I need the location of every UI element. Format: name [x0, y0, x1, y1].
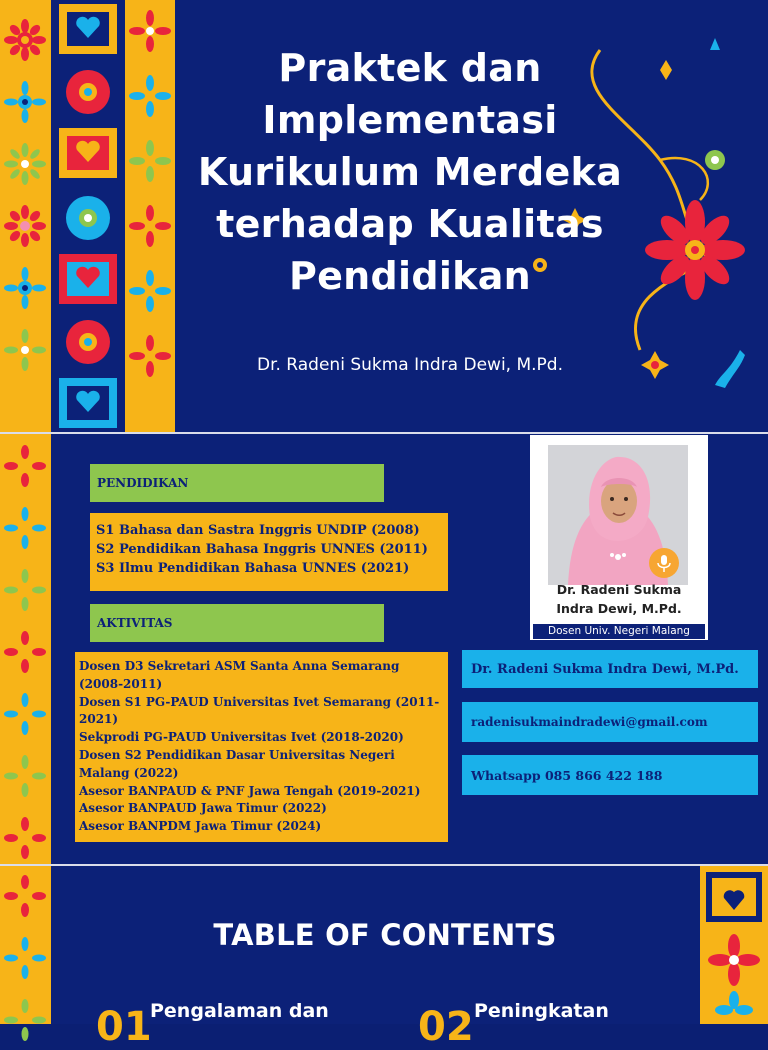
- education-item: S3 Ilmu Pendidikan Bahasa UNNES (2021): [96, 561, 410, 576]
- person-avatar-icon: [548, 445, 688, 585]
- activity-list: [75, 652, 448, 842]
- photo-caption: Dosen Univ. Negeri Malang: [533, 624, 705, 639]
- toc-number: 02: [418, 1004, 474, 1050]
- activity-item: Dosen D3 Sekretari ASM Santa Anna Semarang (2008-2011): [79, 659, 400, 691]
- contact-whatsapp: Whatsapp 085 866 422 188: [462, 755, 758, 795]
- toc-number: 01: [96, 1004, 152, 1050]
- activity-heading: AKTIVITAS: [90, 604, 384, 642]
- toc-title: TABLE OF CONTENTS: [213, 918, 557, 952]
- photo-name-line-2: Indra Dewi, M.Pd.: [556, 601, 682, 616]
- education-item: S1 Bahasa dan Sastra Inggris UNDIP (2008): [96, 523, 420, 538]
- flower-column-icon: [3, 874, 48, 1024]
- education-item: S2 Pendidikan Bahasa Inggris UNNES (2011): [96, 542, 428, 557]
- profile-photo-card: [530, 435, 708, 640]
- activity-item: Dosen S2 Pendidikan Dasar Universitas Negeri Malang (2022): [79, 747, 395, 780]
- presentation-title: [180, 42, 640, 302]
- flower-column-icon: [3, 18, 48, 418]
- profile-photo: [548, 445, 688, 585]
- activity-item: Asesor BANPDM Jawa Timur (2024): [79, 819, 322, 834]
- papel-tile-column-icon: [704, 870, 764, 1024]
- activity-item: Sekprodi PG-PAUD Universitas Ivet (2018-2020): [79, 730, 404, 745]
- title-slide: [0, 0, 768, 432]
- title-line-5: Pendidikan: [288, 254, 532, 298]
- profile-slide: [0, 434, 768, 864]
- photo-name-label: [530, 580, 708, 618]
- toc-item-label[interactable]: Peningkatan: [474, 1000, 609, 1022]
- contact-name: Dr. Radeni Sukma Indra Dewi, M.Pd.: [462, 650, 758, 688]
- contact-email[interactable]: radenisukmaindradewi@gmail.com: [462, 702, 758, 742]
- title-line-4: terhadap Kualitas: [216, 202, 604, 246]
- title-line-2: Implementasi: [262, 98, 558, 142]
- papel-tile-column-icon: [55, 0, 121, 432]
- title-line-1: Praktek dan: [278, 46, 542, 90]
- education-list: [90, 513, 448, 591]
- title-line-3: Kurikulum Merdeka: [197, 150, 623, 194]
- activity-item: Dosen S1 PG-PAUD Universitas Ivet Semarang (2011-2021): [79, 694, 440, 727]
- activity-item: Asesor BANPAUD Jawa Timur (2022): [79, 801, 327, 816]
- activity-item: Asesor BANPAUD & PNF Jawa Tengah (2019-2021): [79, 783, 421, 798]
- photo-name-line-1: Dr. Radeni Sukma: [556, 582, 682, 597]
- toc-item-label[interactable]: Pengalaman dan: [150, 1000, 329, 1022]
- toc-slide: [0, 866, 768, 1050]
- education-heading: PENDIDIKAN: [90, 464, 384, 502]
- flower-column-inner-icon: [127, 8, 173, 418]
- flower-column-icon: [3, 444, 48, 864]
- author-name: Dr. Radeni Sukma Indra Dewi, M.Pd.: [256, 355, 564, 375]
